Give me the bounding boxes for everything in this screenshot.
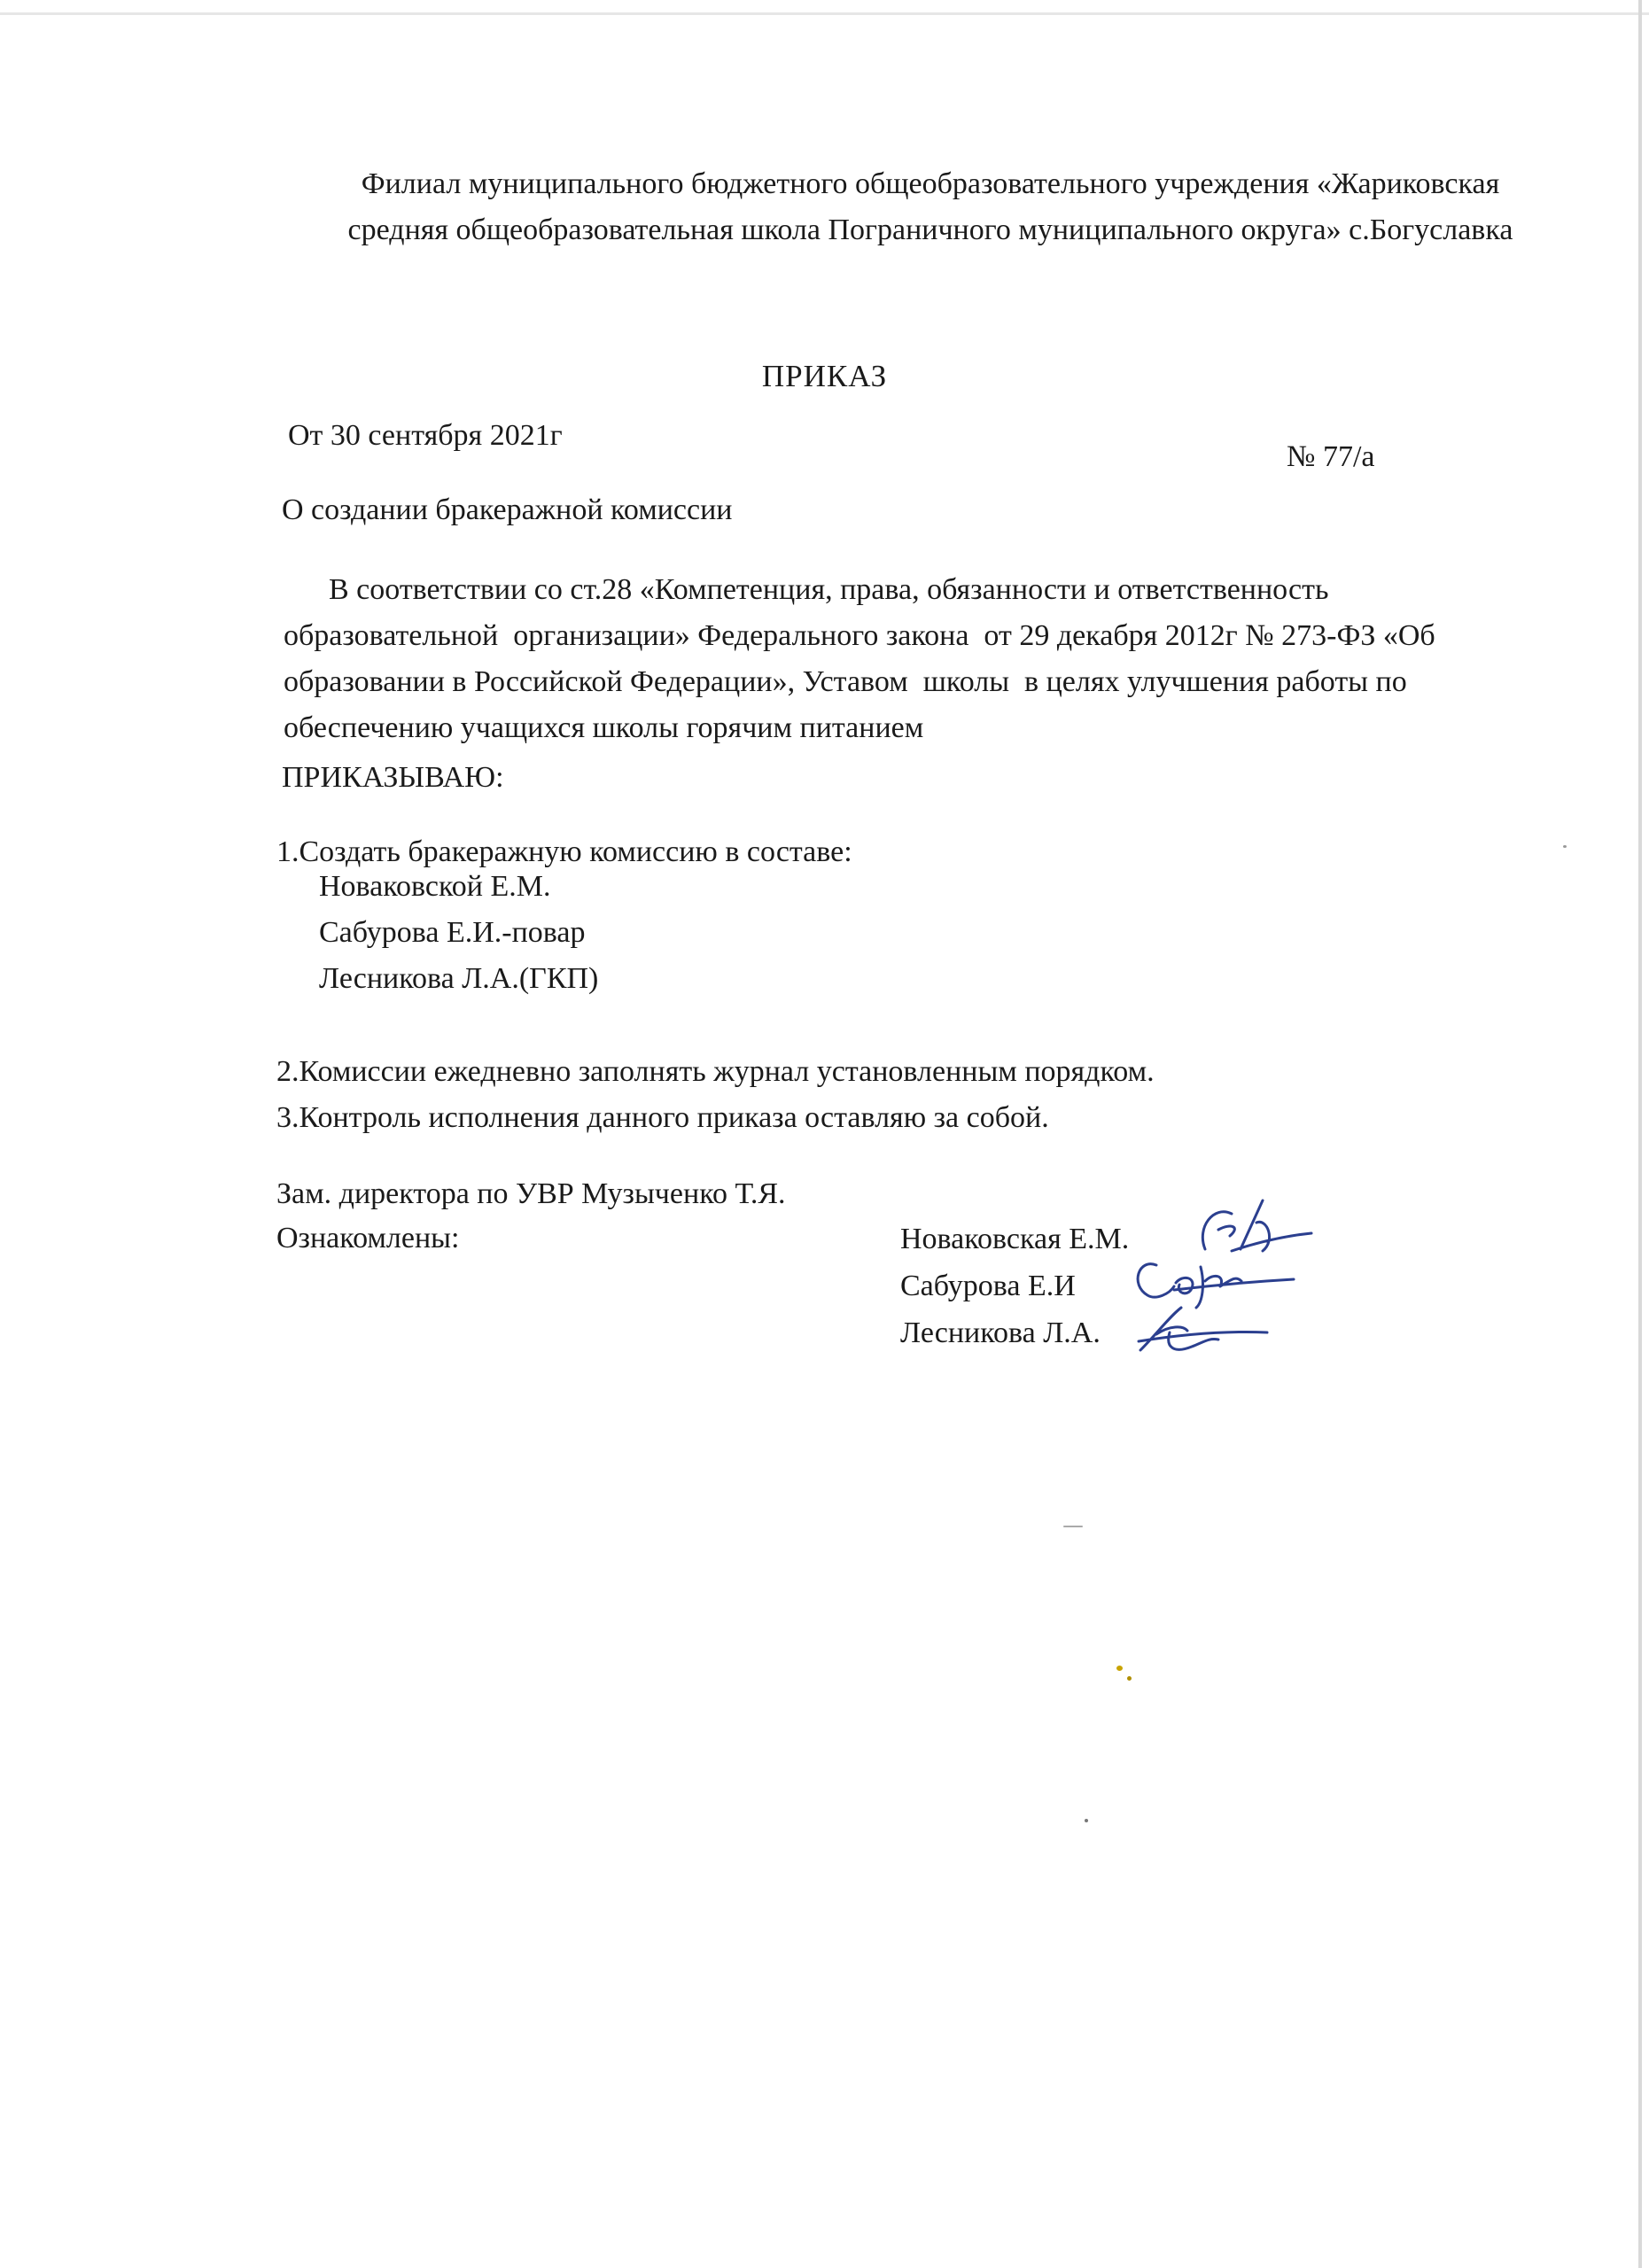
acquainted-label: Ознакомлены: [276,1222,460,1254]
scan-edge-right [1638,0,1642,2268]
preamble-line: образовательной организации» Федерального закона от 29 декабря 2012г № 273-ФЗ «Об [284,619,1435,652]
scan-speck [1085,1819,1088,1822]
scan-speck [1127,1676,1132,1681]
order-word: ПРИКАЗЫВАЮ: [282,761,504,794]
preamble-line: обеспечению учащихся школы горячим питанием [284,711,924,744]
preamble-line: В соответствии со ст.28 «Компетенция, права, обязанности и ответственность [284,573,1329,606]
scan-edge-top [0,12,1649,15]
scan-speck [1116,1666,1123,1671]
order-subject: О создании бракеражной комиссии [282,493,733,526]
preamble-line: образовании в Российской Федерации», Уставом школы в целях улучшения работы по [284,665,1407,698]
acquainted-name: Сабурова Е.И [900,1270,1076,1302]
acquainted-name: Новаковская Е.М. [900,1223,1130,1255]
preamble-paragraph [284,567,1435,751]
institution-header [292,161,1568,253]
acquainted-name: Лесникова Л.А. [900,1317,1101,1349]
signature-lesnikova [1121,1299,1272,1361]
member-item: Лесникова Л.А.(ГКП) [319,962,599,995]
header-line-2: средняя общеобразовательная школа Пограничного муниципального округа» с.Богуславка [347,214,1513,246]
order-item-3: 3.Контроль исполнения данного приказа оставляю за собой. [276,1101,1049,1134]
signatory-line: Зам. директора по УВР Музыченко Т.Я. [276,1177,786,1210]
document-title: ПРИКАЗ [761,359,888,393]
acquainted-list [900,1216,1129,1356]
order-number: № 77/а [1287,440,1375,473]
order-item-1: 1.Создать бракеражную комиссию в составе: [276,835,852,868]
commission-members [319,864,598,1002]
order-item-2: 2.Комиссии ежедневно заполнять журнал установленным порядком. [276,1055,1155,1088]
member-item: Сабурова Е.И.-повар [319,916,586,949]
header-line-1: Филиал муниципального бюджетного общеобразовательного учреждения «Жариковская [361,167,1500,200]
scan-speck [1063,1526,1083,1527]
order-date: От 30 сентября 2021г [288,419,563,452]
scan-speck [1563,845,1567,848]
member-item: Новаковской Е.М. [319,870,551,903]
